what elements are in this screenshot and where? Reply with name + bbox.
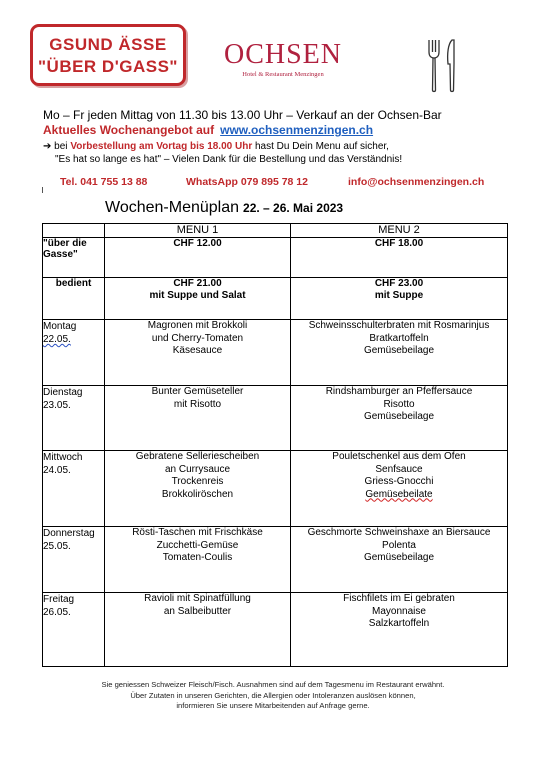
- menu-2-dish: [291, 593, 508, 667]
- phone-number: Tel. 041 755 13 88: [60, 176, 148, 188]
- bedient-label: bedient: [43, 278, 105, 320]
- dish-line: Zucchetti-Gemüse: [156, 539, 239, 551]
- day-name: Freitag: [43, 594, 75, 605]
- dish-line: Gemüsebeilage: [363, 552, 435, 563]
- menu-2-dish: [291, 451, 508, 527]
- dish-line: Trockenreis: [171, 476, 224, 487]
- misspelled-word: Gemüsebeilate: [365, 488, 433, 500]
- menu-2-dish: [291, 527, 508, 593]
- gsund-aesse-badge: [30, 24, 186, 86]
- gasse-price-menu-2: CHF 18.00: [291, 238, 508, 278]
- badge-line-1: GSUND ÄSSE: [49, 35, 167, 54]
- day-cell: [43, 451, 105, 527]
- menu-1-dish: [105, 527, 291, 593]
- dish-line: Magronen mit Brokkoli: [147, 320, 248, 331]
- preorder-suffix: hast Du Dein Menu auf sicher,: [255, 141, 389, 152]
- menu-1-dish: [105, 451, 291, 527]
- day-cell: [43, 593, 105, 667]
- day-date: 22.05.: [43, 334, 71, 345]
- bedient-menu-1-price: CHF 21.00: [173, 278, 222, 289]
- dish-line: Geschmorte Schweinshaxe an Biersauce: [307, 527, 491, 538]
- day-date: 23.05.: [43, 400, 71, 411]
- weekly-offer-text: Aktuelles Wochenangebot auf: [43, 123, 215, 137]
- day-date: 26.05.: [43, 607, 71, 618]
- day-cell: [43, 386, 105, 451]
- dish-line: Gebratene Selleriescheiben: [135, 451, 260, 462]
- menu-1-header: MENU 1: [105, 224, 291, 238]
- dish-line: Käsesauce: [172, 345, 223, 356]
- page-title: [105, 199, 343, 217]
- dish-line: Brokkoliröschen: [161, 488, 234, 500]
- dish-line: Bratkartoffeln: [369, 332, 429, 344]
- bedient-menu-1-detail: mit Suppe und Salat: [149, 290, 246, 301]
- title-main: Wochen-Menüplan: [105, 199, 240, 216]
- dish-line: Rösti-Taschen mit Frischkäse: [132, 527, 263, 538]
- menu-2-dish: [291, 320, 508, 386]
- text-cursor-marker: [42, 187, 43, 193]
- gasse-label: "über die Gasse": [43, 238, 105, 278]
- day-row-wednesday: [43, 451, 508, 527]
- preorder-note: [43, 141, 389, 152]
- day-cell: [43, 320, 105, 386]
- bedient-price-row: [43, 278, 508, 320]
- bedient-price-menu-1: [105, 278, 291, 320]
- menu-1-dish: [105, 386, 291, 451]
- menu-1-dish: [105, 320, 291, 386]
- dish-line: Senfsauce: [375, 463, 423, 475]
- dish-line: Ravioli mit Spinatfüllung: [144, 593, 251, 604]
- preorder-prefix: bei: [54, 141, 68, 152]
- footer-line-3: informieren Sie unsere Mitarbeitenden auf Anfrage gerne.: [176, 701, 370, 710]
- day-name: Mittwoch: [43, 452, 83, 463]
- dish-line: Bunter Gemüseteller: [151, 386, 244, 397]
- bedient-price-menu-2: [291, 278, 508, 320]
- footer-line-2: Über Zutaten in unseren Gerichten, die Allergien oder Intoleranzen auslösen können,: [130, 690, 416, 700]
- menu-1-dish: [105, 593, 291, 667]
- dish-line: [291, 489, 507, 502]
- whatsapp-number: WhatsApp 079 895 78 12: [186, 176, 308, 188]
- ochsen-logo: [222, 40, 344, 78]
- dish-line: Tomaten-Coulis: [162, 552, 233, 563]
- dish-line: Schweinsschulterbraten mit Rosmarinjus: [308, 320, 490, 331]
- day-name: Montag: [43, 321, 77, 332]
- dish-line: Rindshamburger an Pfeffersauce: [325, 386, 473, 397]
- fork-knife-icon: [426, 38, 460, 99]
- gasse-price-menu-1: CHF 12.00: [105, 238, 291, 278]
- day-date: 25.05.: [43, 541, 71, 552]
- dish-line: an Currysauce: [164, 463, 231, 475]
- menu-2-dish: [291, 386, 508, 451]
- day-row-monday: [43, 320, 508, 386]
- opening-hours-text: Mo – Fr jeden Mittag von 11.30 bis 13.00 Uhr – Verkauf an der Ochsen-Bar: [43, 108, 442, 122]
- logo-name: OCHSEN: [223, 39, 342, 70]
- logo-subtitle: Hotel & Restaurant Menzingen: [242, 71, 324, 78]
- weekly-offer-line: [43, 123, 373, 137]
- dish-line: Mayonnaise: [372, 605, 426, 617]
- day-name: Dienstag: [43, 387, 83, 398]
- dish-line: Pouletschenkel aus dem Ofen: [332, 451, 466, 462]
- title-dates: 22. – 26. Mai 2023: [243, 201, 344, 215]
- email-address[interactable]: info@ochsenmenzingen.ch: [348, 176, 485, 188]
- thanks-note: "Es hat so lange es hat" – Vielen Dank für die Bestellung und das Verständnis!: [55, 154, 403, 165]
- day-row-tuesday: [43, 386, 508, 451]
- dish-line: mit Risotto: [173, 398, 222, 410]
- dish-line: an Salbeibutter: [163, 605, 232, 617]
- table-header-row: [43, 224, 508, 238]
- website-link[interactable]: www.ochsenmenzingen.ch: [220, 123, 374, 137]
- bedient-menu-2-detail: mit Suppe: [374, 290, 424, 301]
- badge-line-2: "ÜBER D'GASS": [37, 57, 178, 76]
- dish-line: Risotto: [383, 398, 415, 410]
- footer-line-1: Sie geniessen Schweizer Fleisch/Fisch. Ausnahmen sind auf dem Tagesmenu im Restaurant erwähnt.: [101, 680, 445, 689]
- gasse-price-row: [43, 238, 508, 278]
- menu-table: [42, 223, 508, 667]
- footer-note: [20, 680, 526, 712]
- dish-line: Gemüsebeilage: [363, 345, 435, 356]
- dish-line: Gemüsebeilage: [363, 411, 435, 422]
- day-row-thursday: [43, 527, 508, 593]
- dish-line: Fischfilets im Ei gebraten: [343, 593, 455, 604]
- bedient-menu-2-price: CHF 23.00: [374, 278, 424, 289]
- dish-line: und Cherry-Tomaten: [151, 332, 244, 344]
- menu-2-header: MENU 2: [291, 224, 508, 238]
- day-cell: [43, 527, 105, 593]
- preorder-deadline: Vorbestellung am Vortag bis 18.00 Uhr: [70, 141, 253, 152]
- dish-line: Griess-Gnocchi: [364, 476, 434, 487]
- dish-line: Salzkartoffeln: [368, 618, 430, 629]
- arrow-right-icon: ➔: [43, 141, 52, 152]
- corner-cell: [43, 224, 105, 238]
- day-name: Donnerstag: [43, 528, 95, 539]
- day-row-friday: [43, 593, 508, 667]
- day-date: 24.05.: [43, 465, 71, 476]
- dish-line: Polenta: [382, 539, 416, 551]
